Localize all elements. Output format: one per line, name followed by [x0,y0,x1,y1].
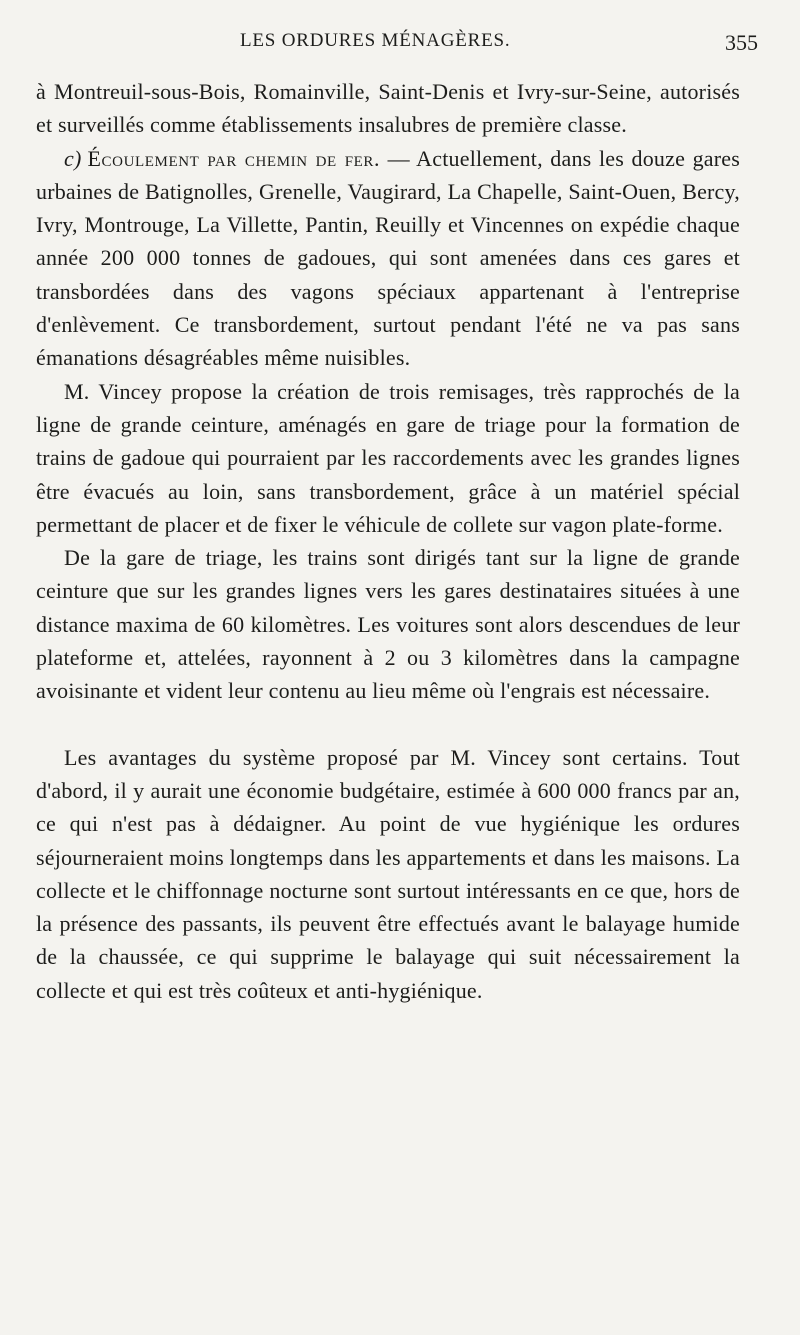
section-marker: c) [64,145,82,171]
page-number: 355 [725,30,758,55]
paragraph-vincey-proposal: M. Vincey propose la création de trois remisages, très rapprochés de la ligne de grande ceinture, aménagés en gare de triage pour la formation de trains de gadoue qui pourraient par les raccordements avec les grandes lignes être évacués au loin, sans transbordement, grâce à un matériel spécial permettant de placer et de fixer le véhicule de collete sur vagon plate-forme. [36,378,740,537]
running-title: LES ORDURES MÉNAGÈRES. [240,30,511,51]
section-heading: Écoulement par chemin de fer. [87,145,381,171]
paragraph-continuation: à Montreuil-sous-Bois, Romainville, Saint-Denis et Ivry-sur-Seine, autorisés et surveillés comme établissements insalubres de première classe. [36,79,740,138]
paragraph-text: — Actuellement, dans les douze gares urbaines de Batignolles, Grenelle, Vaugirard, La Chapelle, Saint-Ouen, Bercy, Ivry, Montrouge, La Villette, Pantin, Reuilly et Vincennes on expédie chaque année 200 000 tonnes de gadoues, qui sont amenées dans ces gares et transbordées dans des vagons spéciaux appartenant à l'entreprise d'enlèvement. Ce transbordement, surtout pendant l'été ne va pas sans émanations désagréables même nuisibles. [36,145,740,371]
paragraph-gap [36,708,740,741]
body-text [36,75,740,1007]
paragraph-railway-disposal [36,142,740,375]
running-head [0,30,800,58]
paragraph-triage-station: De la gare de triage, les trains sont dirigés tant sur la ligne de grande ceinture que sur les grandes lignes vers les gares destinataires situées à une distance maxima de 60 kilomètres. Les voitures sont alors descendues de leur plateforme et, attelées, rayonnent à 2 ou 3 kilomètres dans la campagne avoisinante et vident leur contenu au lieu même où l'engrais est nécessaire. [36,545,740,704]
paragraph-advantages: Les avantages du système proposé par M. Vincey sont certains. Tout d'abord, il y aurait une économie budgétaire, estimée à 600 000 francs par an, ce qui n'est pas à dédaigner. Au point de vue hygiénique les ordures séjourneraient moins longtemps dans les appartements et dans les maisons. La collecte et le chiffonnage nocturne sont surtout intéressants en ce que, hors de la présence des passants, ils peuvent être effectués avant le balayage humide de la chaussée, ce qui supprime le balayage qui suit nécessairement la collecte et qui est très coûteux et anti-hygiénique. [36,744,740,1003]
